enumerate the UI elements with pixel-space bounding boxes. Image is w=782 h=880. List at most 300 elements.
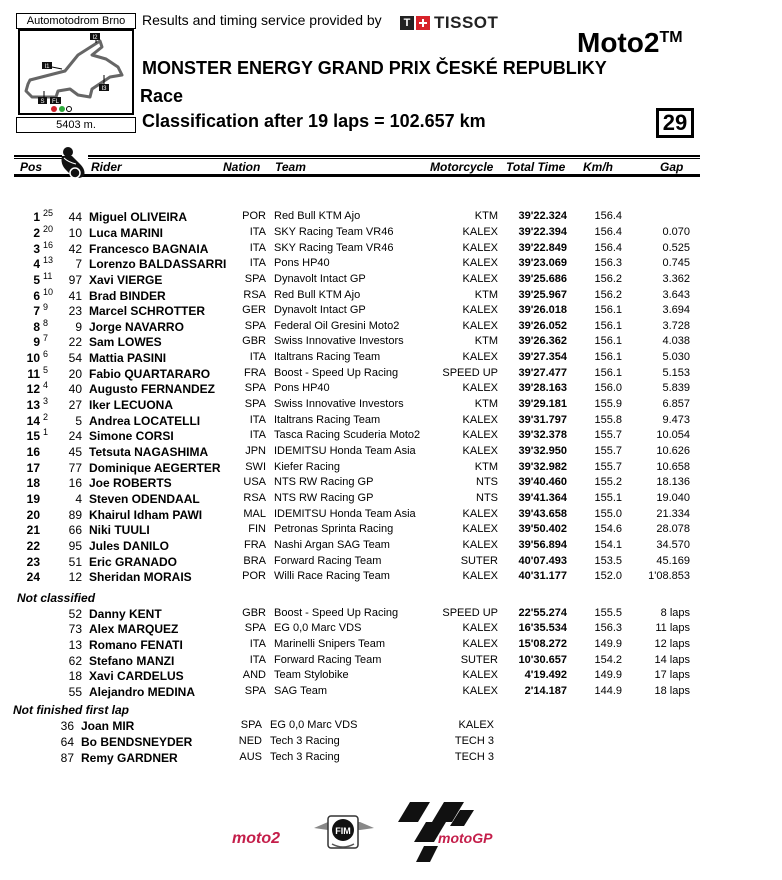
total-time: 39'32.378 (518, 429, 567, 441)
speed-kmh: 155.9 (594, 398, 622, 410)
nation: ITA (249, 429, 266, 441)
svg-text:I3: I3 (101, 86, 107, 92)
total-time: 39'26.052 (518, 320, 567, 332)
rider-name: Romano FENATI (89, 638, 183, 652)
table-row (0, 445, 782, 460)
rider-name: Luca MARINI (89, 226, 164, 240)
rider-name: Lorenzo BALDASSARRI (89, 257, 227, 271)
header-rule (14, 155, 62, 157)
position: 4 (33, 257, 40, 271)
points: 8 (43, 318, 49, 328)
rider-name: Eric GRANADO (89, 555, 178, 569)
nation: FRA (244, 539, 266, 551)
speed-kmh: 156.2 (594, 289, 622, 301)
speed-kmh: 155.7 (594, 461, 622, 473)
motorcycle: KALEX (462, 226, 498, 238)
rider-name: Tetsuta NAGASHIMA (89, 445, 209, 459)
motorcycle: KALEX (462, 622, 498, 634)
team: Boost - Speed Up Racing (274, 607, 399, 619)
total-time: 39'32.950 (518, 445, 567, 457)
position: 6 (33, 289, 40, 303)
svg-text:moto2: moto2 (232, 830, 280, 847)
total-time: 10'30.657 (518, 654, 567, 666)
rider-number: 12 (68, 570, 82, 584)
nation: POR (242, 570, 266, 582)
nation: MAL (243, 508, 266, 520)
svg-text:I2: I2 (92, 35, 98, 41)
rider-name: Xavi CARDELUS (89, 669, 184, 683)
col-header-rider: Rider (91, 160, 122, 174)
nation: RSA (243, 289, 266, 301)
table-row (0, 555, 782, 570)
team: Swiss Innovative Investors (274, 398, 404, 410)
speed-kmh: 144.9 (594, 685, 622, 697)
speed-kmh: 156.4 (594, 242, 622, 254)
table-row (0, 289, 782, 304)
team: SAG Team (274, 685, 327, 697)
rider-name: Simone CORSI (89, 429, 174, 443)
rider-number: 13 (68, 638, 82, 652)
total-time: 39'26.018 (518, 304, 567, 316)
nation: ITA (249, 226, 266, 238)
position: 15 (26, 429, 40, 443)
table-row (0, 351, 782, 366)
points: 10 (43, 287, 54, 297)
motorcycle: KALEX (462, 414, 498, 426)
total-time: 15'08.272 (518, 638, 567, 650)
rider-name: Steven ODENDAAL (89, 492, 200, 506)
total-time: 39'27.354 (518, 351, 567, 363)
gap: 4.038 (662, 335, 690, 347)
rider-number: 22 (68, 335, 82, 349)
rider-number: 52 (68, 607, 82, 621)
footer-logos (228, 800, 528, 870)
table-row (0, 320, 782, 335)
motorcycle: KALEX (462, 429, 498, 441)
nation: GBR (242, 607, 266, 619)
total-time: 39'22.324 (518, 210, 567, 222)
team: SKY Racing Team VR46 (274, 226, 394, 238)
laps-completed-gap: 17 laps (654, 669, 690, 681)
rider-name: Niki TUULI (89, 523, 150, 537)
total-time: 39'41.364 (518, 492, 567, 504)
rider-number: 42 (68, 242, 82, 256)
svg-text:FL: FL (51, 99, 60, 105)
total-time: 39'31.797 (518, 414, 567, 426)
motorcycle: KTM (474, 289, 498, 301)
rider-number: 77 (68, 461, 82, 475)
rider-number: 73 (68, 622, 82, 636)
motorcycle: KALEX (462, 382, 498, 394)
total-time: 2'14.187 (524, 685, 567, 697)
team: Petronas Sprinta Racing (274, 523, 394, 535)
position: 11 (27, 367, 40, 381)
table-row (0, 523, 782, 538)
speed-kmh: 156.4 (594, 226, 622, 238)
gap: 1'08.853 (648, 570, 690, 582)
speed-kmh: 155.5 (594, 607, 622, 619)
laps-completed-gap: 14 laps (654, 654, 690, 666)
team: Red Bull KTM Ajo (274, 210, 361, 222)
position: 10 (26, 351, 40, 365)
motorcycle: SPEED UP (442, 367, 498, 379)
team: Marinelli Snipers Team (274, 638, 386, 650)
laps-completed-gap: 18 laps (654, 685, 690, 697)
motorcycle: KALEX (462, 523, 498, 535)
speed-kmh: 156.4 (594, 210, 622, 222)
motorcycle: KALEX (462, 320, 498, 332)
rider-number: 54 (68, 351, 82, 365)
total-time: 40'31.177 (518, 570, 567, 582)
team: Forward Racing Team (274, 654, 382, 666)
position: 22 (26, 539, 40, 553)
position: 16 (26, 445, 40, 459)
rider-name: Jules DANILO (89, 539, 170, 553)
motorcycle: KALEX (462, 685, 498, 697)
nation: ITA (249, 351, 266, 363)
gap: 3.728 (662, 320, 690, 332)
table-row-not-finished (0, 719, 782, 734)
rider-name: Alex MARQUEZ (89, 622, 179, 636)
speed-kmh: 152.0 (594, 570, 622, 582)
nation: AND (242, 669, 266, 681)
header-rule-bottom (14, 174, 700, 177)
table-row (0, 476, 782, 491)
speed-kmh: 149.9 (594, 638, 622, 650)
table-row (0, 304, 782, 319)
section-not-finished: Not finished first lap (13, 703, 130, 717)
col-header-total-time: Total Time (506, 160, 566, 174)
gap: 45.169 (656, 555, 690, 567)
speed-kmh: 156.0 (594, 382, 622, 394)
gap: 5.839 (662, 382, 690, 394)
position: 14 (26, 414, 40, 428)
team: Italtrans Racing Team (274, 414, 381, 426)
nation: GBR (242, 335, 266, 347)
section-not-classified: Not classified (17, 591, 96, 605)
gap: 19.040 (656, 492, 690, 504)
track-length: 5403 m. (16, 117, 136, 133)
points: 3 (43, 396, 49, 406)
rider-name: Iker LECUONA (89, 398, 174, 412)
table-row (0, 257, 782, 272)
table-row (0, 414, 782, 429)
rider-number: 44 (68, 210, 82, 224)
rider-number: 89 (68, 508, 82, 522)
table-row (0, 492, 782, 507)
total-time: 39'29.181 (518, 398, 567, 410)
nation: SPA (240, 719, 262, 731)
table-row (0, 335, 782, 350)
col-header-kmh: Km/h (583, 160, 613, 174)
rider-number: 66 (68, 523, 82, 537)
col-header-team: Team (275, 160, 306, 174)
table-row (0, 210, 782, 225)
page-number: 29 (656, 108, 694, 138)
team: Swiss Innovative Investors (274, 335, 404, 347)
position: 7 (33, 304, 40, 318)
position: 20 (26, 508, 40, 522)
position: 8 (33, 320, 40, 334)
points: 25 (43, 208, 54, 218)
rider-number: 95 (68, 539, 82, 553)
motorcycle: KALEX (462, 257, 498, 269)
speed-kmh: 155.7 (594, 445, 622, 457)
table-row-not-finished (0, 735, 782, 750)
rider-name: Sam LOWES (89, 335, 162, 349)
team: Dynavolt Intact GP (274, 273, 366, 285)
motorcycle: TECH 3 (454, 735, 494, 747)
gap: 0.745 (662, 257, 690, 269)
table-row-not-classified (0, 669, 782, 684)
laps-completed-gap: 8 laps (660, 607, 690, 619)
col-header-pos: Pos (20, 160, 43, 174)
rider-name: Khairul Idham PAWI (89, 508, 203, 522)
rider-name: Danny KENT (89, 607, 162, 621)
total-time: 39'22.849 (518, 242, 567, 254)
rider-number: 36 (60, 719, 74, 733)
gap: 21.334 (656, 508, 690, 520)
position: 12 (26, 382, 40, 396)
speed-kmh: 154.1 (594, 539, 622, 551)
team: Pons HP40 (274, 382, 330, 394)
total-time: 16'35.534 (518, 622, 567, 634)
col-header-motorcycle: Motorcycle (430, 160, 494, 174)
gap: 3.694 (662, 304, 690, 316)
rider-name: Augusto FERNANDEZ (89, 382, 215, 396)
team: NTS RW Racing GP (274, 476, 374, 488)
rider-number: 45 (68, 445, 82, 459)
rider-name: Bo BENDSNEYDER (81, 735, 193, 749)
team: IDEMITSU Honda Team Asia (274, 445, 416, 457)
rider-name: Sheridan MORAIS (89, 570, 192, 584)
motorcycle: KALEX (462, 508, 498, 520)
team: Pons HP40 (274, 257, 330, 269)
table-row (0, 539, 782, 554)
rider-number: 97 (68, 273, 82, 287)
table-row (0, 398, 782, 413)
total-time: 39'56.894 (518, 539, 567, 551)
rider-number: 18 (68, 669, 82, 683)
nation: NED (238, 735, 262, 747)
position: 24 (26, 570, 40, 584)
total-time: 39'22.394 (518, 226, 567, 238)
nation: ITA (249, 638, 266, 650)
motorcycle: KALEX (462, 273, 498, 285)
rider-number: 55 (68, 685, 82, 699)
track-map-icon (20, 31, 132, 113)
total-time: 39'50.402 (518, 523, 567, 535)
speed-kmh: 154.6 (594, 523, 622, 535)
motorcycle: KALEX (458, 719, 494, 731)
motorcycle-rider-icon (58, 146, 88, 180)
rider-number: 7 (75, 257, 82, 271)
team: NTS RW Racing GP (274, 492, 374, 504)
total-time: 39'40.460 (518, 476, 567, 488)
position: 18 (26, 476, 40, 490)
motorcycle: KALEX (462, 638, 498, 650)
nation: RSA (243, 492, 266, 504)
rider-name: Fabio QUARTARARO (89, 367, 211, 381)
nation: ITA (249, 257, 266, 269)
laps-completed-gap: 11 laps (655, 622, 690, 634)
team: Red Bull KTM Ajo (274, 289, 361, 301)
motorcycle: KTM (474, 210, 498, 222)
points: 2 (43, 412, 49, 422)
points: 4 (43, 380, 49, 390)
nation: SWI (245, 461, 266, 473)
swiss-cross-icon (416, 16, 430, 30)
table-row (0, 508, 782, 523)
motorcycle: SUTER (460, 555, 498, 567)
total-time: 39'26.362 (518, 335, 567, 347)
rider-name: Alejandro MEDINA (89, 685, 196, 699)
position: 13 (26, 398, 40, 412)
rider-name: Brad BINDER (89, 289, 166, 303)
nation: POR (242, 210, 266, 222)
speed-kmh: 156.1 (594, 351, 622, 363)
table-row (0, 429, 782, 444)
svg-text:FIM: FIM (335, 826, 351, 836)
total-time: 39'32.982 (518, 461, 567, 473)
motorcycle: KALEX (462, 570, 498, 582)
motorcycle: KTM (474, 461, 498, 473)
rider-name: Andrea LOCATELLI (89, 414, 201, 428)
nation: SPA (244, 398, 266, 410)
total-time: 4'19.492 (524, 669, 567, 681)
points: 7 (43, 333, 49, 343)
rider-number: 10 (68, 226, 82, 240)
speed-kmh: 156.1 (594, 335, 622, 347)
speed-kmh: 156.1 (594, 367, 622, 379)
nation: ITA (249, 242, 266, 254)
total-time: 39'43.658 (518, 508, 567, 520)
rider-name: Jorge NAVARRO (89, 320, 184, 334)
rider-name: Marcel SCHROTTER (89, 304, 206, 318)
team: Nashi Argan SAG Team (274, 539, 390, 551)
table-row-not-classified (0, 607, 782, 622)
motorcycle: TECH 3 (454, 751, 494, 763)
total-time: 39'25.686 (518, 273, 567, 285)
motorcycle: KALEX (462, 669, 498, 681)
points: 20 (43, 224, 54, 234)
trademark: TM (659, 29, 683, 46)
svg-text:I1: I1 (44, 64, 50, 70)
table-row-not-classified (0, 685, 782, 700)
tissot-brand: TISSOT (434, 13, 499, 32)
nation: JPN (245, 445, 266, 457)
speed-kmh: 156.1 (594, 304, 622, 316)
position: 17 (26, 461, 40, 475)
points: 6 (43, 349, 49, 359)
position: 21 (26, 523, 40, 537)
speed-kmh: 156.3 (594, 257, 622, 269)
nation: SPA (244, 622, 266, 634)
gap: 10.626 (656, 445, 690, 457)
rider-number: 87 (60, 751, 74, 765)
header-rule (14, 158, 62, 159)
team: Tech 3 Racing (270, 751, 340, 763)
gap: 10.054 (656, 429, 690, 441)
nation: FIN (248, 523, 266, 535)
header-rule (88, 155, 700, 157)
speed-kmh: 156.3 (594, 622, 622, 634)
team: EG 0,0 Marc VDS (274, 622, 362, 634)
position: 1 (33, 210, 40, 224)
position: 23 (26, 555, 40, 569)
gap: 28.078 (656, 523, 690, 535)
gap: 10.658 (656, 461, 690, 473)
nation: SPA (244, 685, 266, 697)
class-name (577, 27, 683, 59)
gap: 18.136 (656, 476, 690, 488)
rider-name: Xavi VIERGE (89, 273, 163, 287)
points: 9 (43, 302, 49, 312)
table-row (0, 461, 782, 476)
nation: FRA (244, 367, 266, 379)
team: EG 0,0 Marc VDS (270, 719, 358, 731)
team: Italtrans Racing Team (274, 351, 381, 363)
gap: 9.473 (662, 414, 690, 426)
table-row (0, 382, 782, 397)
rider-number: 9 (75, 320, 82, 334)
points: 16 (43, 240, 54, 250)
motorcycle: SPEED UP (442, 607, 498, 619)
rider-number: 64 (60, 735, 74, 749)
rider-number: 51 (68, 555, 82, 569)
header-rule (88, 158, 700, 159)
session-name: Race (140, 86, 184, 106)
total-time: 40'07.493 (518, 555, 567, 567)
position: 9 (33, 335, 40, 349)
speed-kmh: 155.1 (594, 492, 622, 504)
team: Willi Race Racing Team (274, 570, 390, 582)
points: 5 (43, 365, 49, 375)
table-row (0, 367, 782, 382)
gap: 5.030 (662, 351, 690, 363)
motorcycle: SUTER (460, 654, 498, 666)
motorcycle: NTS (476, 492, 498, 504)
position: 2 (33, 226, 40, 240)
motorcycle: KTM (474, 335, 498, 347)
table-row (0, 273, 782, 288)
circuit-name: Automotodrom Brno (16, 13, 136, 29)
rider-name: Joan MIR (81, 719, 135, 733)
motorcycle: KALEX (462, 351, 498, 363)
speed-kmh: 156.1 (594, 320, 622, 332)
position: 5 (33, 273, 40, 287)
speed-kmh: 155.2 (594, 476, 622, 488)
event-title: MONSTER ENERGY GRAND PRIX ČESKÉ REPUBLIKY (142, 58, 607, 78)
rider-name: Dominique AEGERTER (89, 461, 221, 475)
svg-text:motoGP: motoGP (438, 830, 493, 846)
rider-name: Miguel OLIVEIRA (89, 210, 188, 224)
gap: 3.643 (662, 289, 690, 301)
rider-number: 5 (75, 414, 82, 428)
nation: SPA (244, 273, 266, 285)
rider-name: Mattia PASINI (89, 351, 167, 365)
speed-kmh: 153.5 (594, 555, 622, 567)
motorcycle: KALEX (462, 539, 498, 551)
total-time: 39'25.967 (518, 289, 567, 301)
motorcycle: KTM (474, 398, 498, 410)
nation: GER (242, 304, 266, 316)
nation: USA (243, 476, 266, 488)
team: Kiefer Racing (274, 461, 341, 473)
laps-completed-gap: 12 laps (654, 638, 690, 650)
table-row-not-classified (0, 638, 782, 653)
gap: 6.857 (662, 398, 690, 410)
